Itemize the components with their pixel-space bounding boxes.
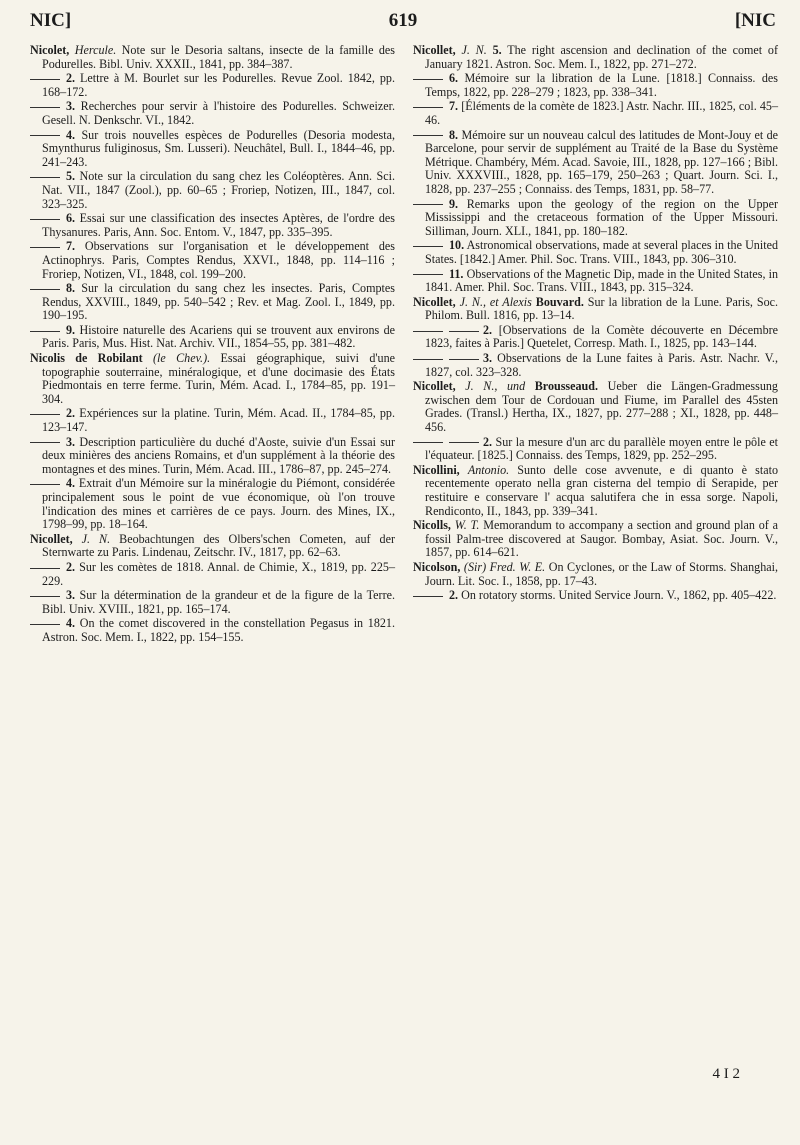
bibliography-entry (413, 72, 778, 99)
ditto-rule (30, 442, 60, 443)
bibliography-entry (413, 464, 778, 518)
header-left: NIC] (30, 10, 72, 31)
entry-text: Extrait d'un Mémoire sur la minéralogie du Piémont, considérée principalement sous le point de vue économique, où l'on trouve l'indication des mines et carrières de ce pays. Journ. des Mines, IX., 1798–99, pp. 18–164. (42, 476, 395, 532)
ditto-rule (413, 246, 443, 247)
ditto-rule (30, 331, 60, 332)
entry-author-name: J. N., et Alexis (459, 294, 532, 309)
ditto-rule (30, 289, 60, 290)
page-header (30, 10, 776, 38)
bibliography-entry (30, 282, 395, 323)
bibliography-entry (413, 239, 778, 266)
bibliography-entry (30, 589, 395, 616)
entry-number: 4. (66, 616, 76, 631)
entry-number: 9. (66, 322, 76, 337)
ditto-rule (449, 359, 479, 360)
entry-text: Observations sur l'organisation et le développement des Actinophrys. Paris, Comptes Rendus, XXVI., 1848, pp. 114–116 ; Froriep, Notizen, VI., 1848, col. 199–200. (42, 239, 395, 281)
bibliography-entry (30, 436, 395, 477)
entry-text: Sur les comètes de 1818. Annal. de Chimie, X., 1819, pp. 225–229. (42, 559, 395, 588)
entry-text: Note sur le Desoria saltans, insecte de la famille des Podurelles. Bibl. Univ. XXXII., 1841, pp. 384–387. (42, 43, 396, 71)
entry-number: 6. (449, 71, 459, 86)
entry-author-name: J. N. (81, 531, 111, 546)
entry-text: Ueber die Längen-Gradmessung zwischen dem Tour de Cordouan und Fiume, im Parallel des 45sten Grades. (Transl.) Hertha, IX., 1827, pp. 277–288 ; XI., 1828, pp. 448–456. (425, 379, 778, 435)
bibliography-entry (413, 380, 778, 434)
entry-number: 2. (66, 71, 76, 86)
ditto-rule (413, 79, 443, 80)
entry-number: 9. (449, 196, 459, 211)
entry-author-name: W. T. (454, 518, 480, 533)
bibliography-entry (30, 240, 395, 281)
entry-text: [Éléments de la comète de 1823.] Astr. Nachr. III., 1825, col. 45–46. (425, 99, 778, 127)
entry-author: Nicolls, (413, 518, 451, 533)
columns (30, 44, 778, 646)
ditto-rule (30, 247, 60, 248)
entry-coauthor: Bouvard. (535, 294, 584, 309)
bibliography-entry (413, 589, 778, 603)
entry-text: The right ascension and declination of the comet of January 1821. Astron. Soc. Mem. I., 1822, pp. 271–272. (425, 43, 779, 71)
bibliography-entry (413, 198, 778, 239)
entry-text: Mémoire sur la libration de la Lune. [1818.] Connaiss. des Temps, 1822, pp. 228–279 ; 1823, pp. 338–341. (425, 71, 778, 99)
bibliography-entry (30, 561, 395, 588)
entry-author: Nicollet, (413, 294, 456, 309)
bibliography-entry (30, 477, 395, 531)
page-number: 619 (388, 10, 418, 31)
ditto-rule (413, 596, 443, 597)
entry-text: Astronomical observations, made at several places in the United States. [1842.] Amer. Phil. Soc. Trans. VIII., 1843, pp. 306–310. (425, 238, 778, 266)
entry-number: 11. (449, 266, 464, 281)
entry-number: 7. (66, 239, 76, 254)
bibliography-entry (30, 617, 395, 644)
entry-text: Sur la détermination de la grandeur et de la figure de la Terre. Bibl. Univ. XVIII., 1821, pp. 165–174. (42, 588, 395, 616)
ditto-rule (30, 107, 60, 108)
entry-number: 10. (449, 238, 465, 253)
entry-number: 8. (449, 127, 459, 142)
ditto-rule (30, 219, 60, 220)
entry-author-name: Hercule. (74, 43, 117, 57)
header-right: [NIC (734, 10, 776, 31)
entry-number: 2. (483, 434, 493, 449)
bibliography-entry (30, 129, 395, 170)
bibliography-entry (413, 436, 778, 463)
entry-text: Essai géographique, suivi d'une topographie souterraine, minéralogique, et d'une docimasie des États Piedmontais en terre ferme. Turin, Mém. Acad. I., 1784–85, pp. 191–304. (42, 351, 396, 406)
entry-number: 3. (66, 434, 76, 449)
ditto-rule (413, 107, 443, 108)
entry-text: Beobachtungen des Olbers'schen Cometen, auf der Sternwarte zu Paris. Lindenau, Zeitschr. IV., 1817, pp. 62–63. (42, 531, 395, 560)
entry-text: Remarks upon the geology of the region on the Upper Mississippi and the cretaceous formation of the Upper Missouri. Silliman, Journ. XLI., 1841, pp. 180–182. (425, 196, 778, 238)
bibliography-entry (30, 72, 395, 99)
entry-text: On the comet discovered in the constellation Pegasus in 1821. Astron. Soc. Mem. I., 1822, pp. 154–155. (42, 616, 395, 644)
entry-text: Memorandum to accompany a section and ground plan of a fossil Palm-tree discovered at Saugor. Bombay, Asiat. Soc. Journ. V., 1857, pp. 614–621. (425, 518, 778, 560)
entry-author-name: (Sir) Fred. W. E. (463, 559, 546, 574)
entry-author-name: J. N., und (465, 379, 526, 394)
entry-author-name: (le Chev.). (153, 351, 211, 366)
ditto-rule (30, 414, 60, 415)
bibliography-entry (413, 324, 778, 351)
bibliography-entry (413, 352, 778, 379)
entry-author-name: J. N. (461, 43, 487, 57)
ditto-rule (30, 177, 60, 178)
entry-author: Nicolis de Robilant (30, 351, 143, 366)
entry-text: Essai sur une classification des insectes Aptères, de l'ordre des Thysanures. Paris, Ann. Soc. Entom. V., 1847, pp. 335–395. (42, 211, 395, 239)
ditto-rule (30, 79, 60, 80)
bibliography-entry (30, 212, 395, 239)
entry-number: 6. (66, 211, 76, 226)
entry-author: Nicollet, (30, 531, 73, 546)
ditto-rule (449, 331, 479, 332)
entry-text: Recherches pour servir à l'histoire des Podurelles. Schweizer. Gesell. N. Denkschr. VI., 1842. (42, 99, 395, 127)
signature-mark: 4 I 2 (712, 1066, 740, 1082)
entry-author: Nicollet, (413, 43, 456, 57)
entry-author: Nicollet, (413, 379, 456, 394)
entry-number: 4. (66, 476, 76, 491)
ditto-rule (413, 135, 443, 136)
entry-number: 8. (66, 281, 76, 296)
bibliography-entry (413, 100, 778, 127)
entry-number: 7. (449, 99, 459, 114)
bibliography-entry (30, 170, 395, 211)
ditto-rule (413, 274, 443, 275)
ditto-rule (30, 135, 60, 136)
entry-author: Nicolson, (413, 559, 461, 574)
entry-text: On rotatory storms. United Service Journ. V., 1862, pp. 405–422. (461, 588, 777, 603)
bibliography-entry (413, 129, 778, 197)
entry-text: On Cyclones, or the Law of Storms. Shanghai, Journ. Lit. Soc. I., 1858, pp. 17–43. (425, 559, 779, 588)
bibliography-entry (30, 100, 395, 127)
entry-text: Lettre à M. Bourlet sur les Podurelles. Revue Zool. 1842, pp. 168–172. (42, 71, 395, 99)
bibliography-entry (30, 44, 395, 71)
ditto-rule (413, 204, 443, 205)
entry-text: Observations de la Lune faites à Paris. Astr. Nachr. V., 1827, col. 323–328. (425, 351, 778, 379)
entry-text: Sur la libration de la Lune. Paris, Soc. Philom. Bull. 1816, pp. 13–14. (425, 294, 779, 323)
entry-number: 2. (483, 322, 493, 337)
entry-number: 3. (66, 99, 76, 114)
entry-text: Sur trois nouvelles espèces de Podurelles (Desoria modesta, Smynthurus fuliginosus, Sm. Lusseri). Neuchâtel, Bull. I., 1844–46, pp. 241–243. (42, 127, 395, 169)
entry-number: 2. (449, 588, 459, 603)
entry-text: Description particulière du duché d'Aoste, suivie d'un Essai sur deux minières des anciens Romains, et d'un supplément à la théorie des montagnes et des mines. Turin, Mém. Acad. III., 1786–87, pp. 245–274. (42, 434, 395, 476)
entry-coauthor: Brousseaud. (534, 379, 599, 394)
entry-text: Sunto delle cose avvenute, e di quanto è stato recentemente operato nella gran cisterna del tempio di Serapide, per restituire e conservare l' acqua salutifera che in essa sorge. Napoli, Rendiconto, II., 1843, pp. 339–341. (425, 462, 778, 518)
entry-number: 4. (66, 127, 76, 142)
entry-text: Observations of the Magnetic Dip, made in the United States, in 1841. Amer. Phil. Soc. Trans. VIII., 1843, pp. 315–324. (425, 266, 778, 295)
bibliography-entry (30, 352, 395, 406)
entry-author-name: Antonio. (467, 462, 510, 477)
entry-text: Histoire naturelle des Acariens qui se trouvent aux environs de Paris. Paris, Mus. Hist. Nat. Archiv. VII., 1854–55, pp. 381–482. (42, 322, 395, 351)
bibliography-entry (413, 268, 778, 295)
ditto-rule (413, 359, 443, 360)
entry-text: Expériences sur la platine. Turin, Mém. Acad. II., 1784–85, pp. 123–147. (42, 406, 395, 435)
ditto-rule (413, 442, 443, 443)
bibliography-entry (413, 519, 778, 560)
entry-text: Note sur la circulation du sang chez les Coléoptères. Ann. Sci. Nat. VII., 1847 (Zool.), pp. 60–65 ; Froriep, Notizen, III., 1847, col. 323–325. (42, 169, 395, 211)
entry-number: 2. (66, 559, 76, 574)
ditto-rule (30, 484, 60, 485)
ditto-rule (449, 442, 479, 443)
entry-author: Nicolet, (30, 43, 70, 57)
entry-text: Sur la mesure d'un arc du parallèle moyen entre le pôle et l'équateur. [1825.] Connaiss. des Temps, 1829, pp. 252–295. (425, 434, 779, 463)
ditto-rule (413, 331, 443, 332)
entry-number: 3. (66, 588, 76, 603)
entry-author: Nicollini, (413, 462, 460, 477)
bibliography-entry (30, 533, 395, 560)
bibliography-entry (413, 44, 778, 71)
bibliography-entry (30, 324, 395, 351)
entry-text: Sur la circulation du sang chez les insectes. Paris, Comptes Rendus, XXVIII., 1849, pp. 540–542 ; Rev. et Mag. Zool. I., 1849, pp. 190–195. (42, 281, 395, 323)
entry-number: 5. (492, 43, 502, 57)
entry-text: [Observations de la Comète découverte en Décembre 1823, faites à Paris.] Quetelet, Corresp. Math. I., 1825, pp. 143–144. (425, 322, 779, 351)
left-column (30, 44, 395, 646)
ditto-rule (30, 568, 60, 569)
entry-number: 3. (483, 351, 493, 366)
bibliography-entry (413, 296, 778, 323)
ditto-rule (30, 624, 60, 625)
bibliography-entry (30, 407, 395, 434)
entry-number: 2. (66, 406, 76, 421)
entry-number: 5. (66, 169, 76, 184)
entry-text: Mémoire sur un nouveau calcul des latitudes de Mont-Jouy et de Barcelone, pour servir de supplément au Traité de la Base du Système Métrique. Chambéry, Mém. Acad. Savoie, III., 1828, pp. 127–166 ; Bibl. Univ. XXXVIII., 1828, pp. 165–179, 250–263 ; Quart. Journ. Sci. I., 1828, pp. 237–255 ; Connaiss. des Temps, 1831, pp. 58–77. (425, 127, 779, 196)
ditto-rule (30, 596, 60, 597)
bibliography-entry (413, 561, 778, 588)
right-column (413, 44, 778, 646)
